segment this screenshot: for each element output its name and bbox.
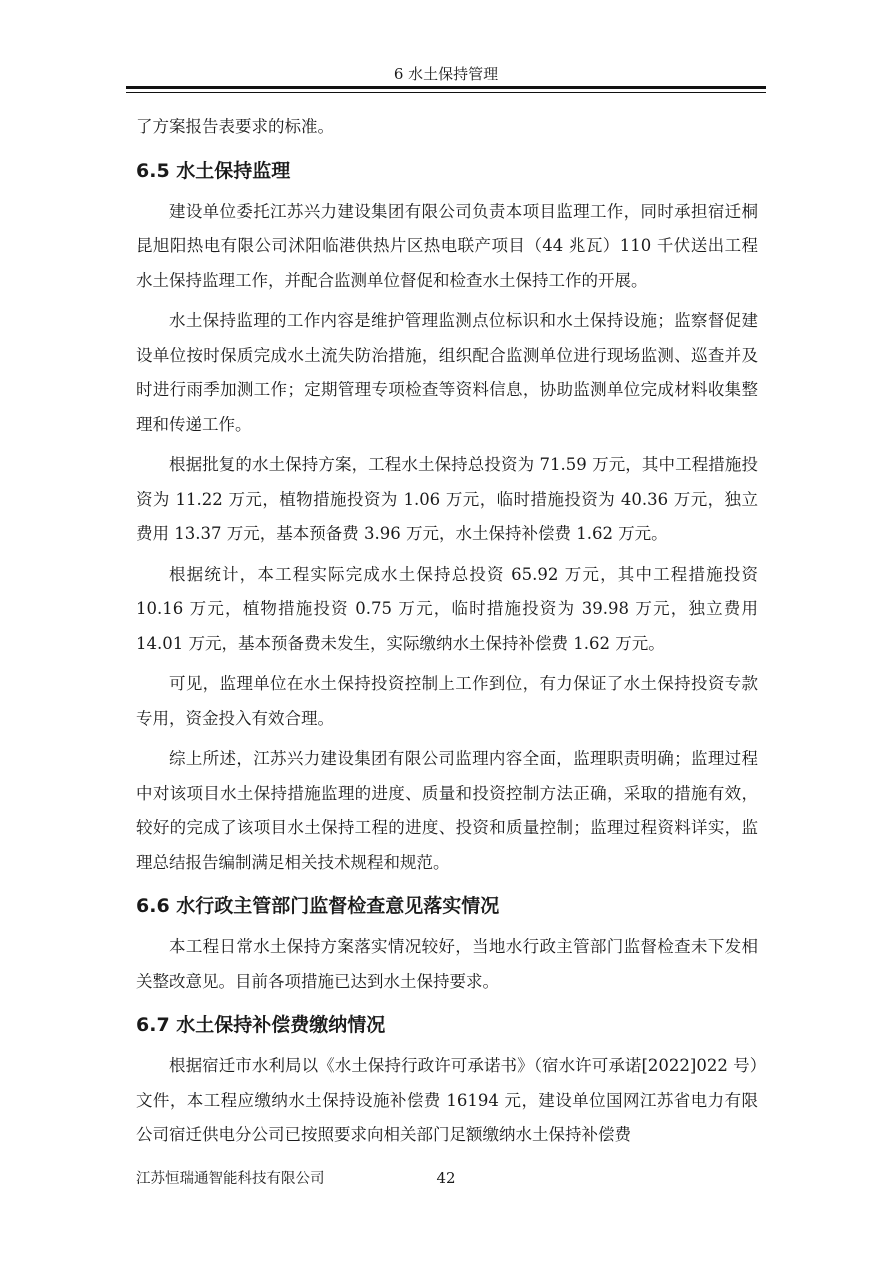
header-rule-thin [126, 92, 766, 93]
paragraph-approved-investment: 根据批复的水土保持方案，工程水土保持总投资为 71.59 万元，其中工程措施投资为 11.22 万元，植物措施投资为 1.06 万元，临时措施投资为 40.36 万元，独立费用 13.37 万元，基本预备费 3.96 万元，水土保持补偿费 1.62 万元。 [136, 455, 758, 543]
document-body [136, 110, 758, 1159]
paragraph-continuation: 了方案报告表要求的标准。 [136, 117, 334, 136]
paragraph-actual-investment: 根据统计，本工程实际完成水土保持总投资 65.92 万元，其中工程措施投资 10.16 万元，植物措施投资 0.75 万元，临时措施投资为 39.98 万元，独立费用 14.01 万元，基本预备费未发生，实际缴纳水土保持补偿费 1.62 万元。 [136, 564, 758, 653]
footer-company-name: 江苏恒瑞通智能科技有限公司 [136, 1171, 325, 1187]
section-heading-6-7: 6.7 水土保持补偿费缴纳情况 [136, 1014, 386, 1036]
paragraph-supervision-unit: 建设单位委托江苏兴力建设集团有限公司负责本项目监理工作，同时承担宿迁桐昆旭阳热电有限公司沭阳临港供热片区热电联产项目（44 兆瓦）110 千伏送出工程水土保持监理工作，并配合监测单位督促和检查水土保持工作的开展。 [136, 201, 758, 290]
paragraph-compensation-fee: 根据宿迁市水利局以《水土保持行政许可承诺书》（宿水许可承诺[2022]022 号）文件，本工程应缴纳水土保持设施补偿费 16194 元，建设单位国网江苏省电力有限公司宿迁供电分公司已按照要求向相关部门足额缴纳水土保持补偿费 [136, 1056, 758, 1144]
section-heading-6-6: 6.6 水行政主管部门监督检查意见落实情况 [136, 895, 500, 917]
running-header-title: 6 水土保持管理 [393, 65, 499, 83]
paragraph-summary: 综上所述，江苏兴力建设集团有限公司监理内容全面，监理职责明确；监理过程中对该项目水土保持措施监理的进度、质量和投资控制方法正确，采取的措施有效，较好的完成了该项目水土保持工程的进度、投资和质量控制；监理过程资料详实，监理总结报告编制满足相关技术规程和规范。 [136, 749, 758, 872]
section-heading-6-5: 6.5 水土保持监理 [136, 159, 291, 182]
header-rule-thick [126, 86, 766, 89]
page-number: 42 [436, 1169, 456, 1187]
paragraph-investment-control: 可见，监理单位在水土保持投资控制上工作到位，有力保证了水土保持投资专款专用，资金投入有效合理。 [136, 674, 758, 728]
paragraph-inspection-opinions: 本工程日常水土保持方案落实情况较好，当地水行政主管部门监督检查未下发相关整改意见。目前各项措施已达到水土保持要求。 [136, 937, 758, 991]
paragraph-supervision-content: 水土保持监理的工作内容是维护管理监测点位标识和水土保持设施；监察督促建设单位按时保质完成水土流失防治措施，组织配合监测单位进行现场监测、巡查并及时进行雨季加测工作；定期管理专项检查等资料信息，协助监测单位完成材料收集整理和传递工作。 [136, 311, 758, 434]
